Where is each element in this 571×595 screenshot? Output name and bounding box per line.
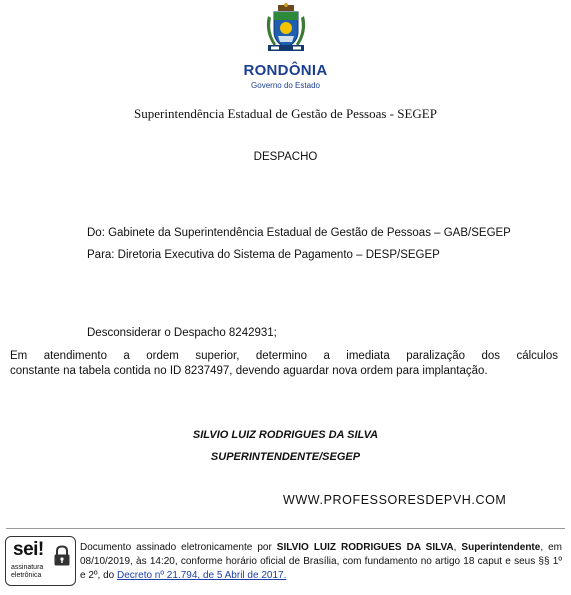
document-title: DESPACHO <box>253 151 318 163</box>
lock-icon <box>53 545 71 567</box>
recipient-line: Para: Diretoria Executiva do Sistema de Pagamento – DESP/SEGEP <box>87 249 440 261</box>
paragraph-order-line-2: constante na tabela contida no ID 8237497, devendo aguardar nova ordem para implantação. <box>10 365 488 377</box>
organization-title: Superintendência Estadual de Gestão de Pessoas - SEGEP <box>134 106 437 121</box>
cert-text-before: Documento assinado eletronicamente por <box>80 542 277 553</box>
sender-line: Do: Gabinete da Superintendência Estadual de Gestão de Pessoas – GAB/SEGEP <box>87 227 511 239</box>
watermark-url: WWW.PROFESSORESDEPVH.COM <box>283 493 507 507</box>
signature-certification-text <box>80 541 562 583</box>
sei-logo-caption <box>11 564 43 579</box>
cert-separator: , <box>453 542 462 553</box>
paragraph-order-line-1: Em atendimento a ordem superior, determino a imediata paralização dos cálculos <box>10 350 558 362</box>
cert-signer-name: SILVIO LUIZ RODRIGUES DA SILVA <box>276 542 454 553</box>
cert-text-after: , em 08/10/2019, às 14:20, conforme horário oficial de Brasília, com fundamento no artigo 18 caput e seus §§ 1º e 2º, do <box>80 542 562 581</box>
brand-name: RONDÔNIA <box>243 62 328 79</box>
divider <box>6 528 565 529</box>
signatory-role: SUPERINTENDENTE/SEGEP <box>210 451 361 463</box>
decree-link[interactable]: Decreto nº 21.794, de 5 Abril de 2017. <box>117 570 287 581</box>
signatory-name: SILVIO LUIZ RODRIGUES DA SILVA <box>192 429 379 441</box>
brand-subtitle: Governo do Estado <box>251 81 320 90</box>
paragraph-disregard: Desconsiderar o Despacho 8242931; <box>87 327 277 339</box>
sei-caption-line-2: eletrônica <box>11 571 42 579</box>
cert-signer-role: Superintendente <box>461 542 541 553</box>
sei-logo: sei! <box>13 539 44 560</box>
sei-signature-badge[interactable] <box>5 536 76 586</box>
sei-caption-line-1: assinatura <box>11 564 44 571</box>
rondonia-coat-of-arms-icon <box>258 2 314 54</box>
